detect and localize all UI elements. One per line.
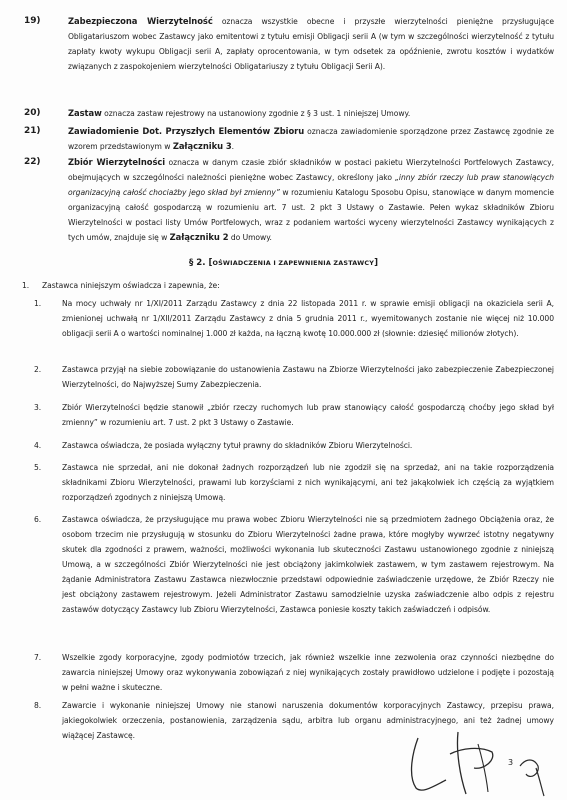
definition-term: Zawiadomienie Dot. Przyszłych Elementów Zbioru (68, 126, 305, 136)
definition-term: Zastaw (68, 108, 102, 118)
definition-text-end: do Umowy. (228, 233, 272, 242)
list-item-number: 8. (34, 701, 42, 710)
list-item-text: Zastawca nie sprzedał, ani nie dokonał żadnych rozporządzeń lub nie zgodził się na sprzedaż, ani na takie rozporządzenia składnikami Zbioru Wierzytelności, prawami lub korzyściami z nich wynikającymi, ani też jakąkolwiek ich częścią za wyjątkiem rozporządzeń zgodnych z niniejszą Umową. (62, 463, 554, 502)
attachment-reference: Załączniku 2 (169, 232, 229, 242)
section-heading (0, 258, 567, 268)
list-item (34, 296, 554, 341)
definition-text: oznacza wszystkie obecne i przyszłe wierzytelności pieniężne przysługujące Obligatariuszom wobec Zastawcy jako emitentowi z tytułu emisji Obligacji serii A (w tym w szczególności wierzytelność z tytułu zapłaty kwoty wykupu Obligacji serii A, zapłaty oprocentowania, w tym odsetek za opóźnienie, zwrotu kosztów i wydatków związanych z zaspokojeniem wierzytelności Obligatariuszy z tytułu Obligacji Serii A). (68, 17, 554, 71)
list-item-number: 1. (34, 299, 42, 308)
list-item (34, 400, 554, 430)
list-item-text: Zawarcie i wykonanie niniejszej Umowy nie stanowi naruszenia dokumentów korporacyjnych Zastawcy, przepisu prawa, jakiegokolwiek orzeczenia, postanowienia, zarządzenia sądu, arbitra lub organu administracyjnego, ani też żadnej umowy wiążącej Zastawcę. (62, 701, 554, 740)
definition-number: 20) (24, 108, 41, 118)
definition-term: Zabezpieczona Wierzytelność (68, 16, 213, 26)
section-bracket-open: [ (208, 258, 213, 268)
list-item-number: 6. (34, 515, 42, 524)
list-item-text: Wszelkie zgody korporacyjne, zgody podmiotów trzecich, jak również wszelkie inne zezwolenia oraz czynności niezbędne do zawarcia niniejszej Umowy oraz wykonywania zobowiązań z niej wynikających zostały prawidłowo udzielone i podjęte i pozostają w pełni ważne i skuteczne. (62, 653, 554, 692)
definition-22 (24, 155, 554, 245)
list-item (34, 362, 554, 392)
definition-text: oznacza w danym czasie zbiór składników w postaci pakietu Wierzytelności Portfelowych Zastawcy, obejmujących w szczególności należności pieniężne wobec Zastawcy, określony jako (68, 158, 554, 182)
definition-21 (24, 124, 554, 154)
signature-image (400, 724, 560, 798)
list-item-number: 7. (34, 653, 42, 662)
definition-20 (24, 106, 554, 121)
list-item-text: Na mocy uchwały nr 1/XI/2011 Zarządu Zastawcy z dnia 22 listopada 2011 r. w sprawie emisji obligacji na okaziciela serii A, zmienionej uchwałą nr 1/XII/2011 Zarządu Zastawcy z dnia 5 grudnia 2011 r., wyemitowanych zostanie nie więcej niż 10.000 obligacji serii A o wartości nominalnej 1.000 zł każda, na łączną kwotę 10.000.000 zł (słownie: dziesięć milionów złotych). (62, 299, 554, 338)
definition-text-middle: w rozumieniu Katalogu Sposobu Opisu, stanowiące w danym momencie organizacyjną całość gospodarczą w rozumieniu art. 7 ust. 2 pkt 3 Ustawy o Zastawie. Pełen wykaz składników Zbioru Wierzytelności w postaci listy Umów Portfelowych, wraz z podaniem wartości wyceny wierzytelności Zastawcy wynikających z tych umów, znajduje się w (68, 188, 554, 242)
list-item-text: Zastawca oświadcza, że przysługujące mu prawa wobec Zbioru Wierzytelności nie są przedmiotem żadnego Obciążenia oraz, że osobom trzecim nie przysługują w stosunku do Zbioru Wierzytelności żadne prawa, które mogłyby wywrzeć istotny negatywny skutek dla zgodności z prawem, ważności, możliwości wykonania lub skuteczności Zastawu ustanowionego zgodnie z niniejszą Umową, a w szczególności Zbiór Wierzytelności nie jest obciążony jakimkolwiek zastawem, w tym zastawem rejestrowym. Na żądanie Administratora Zastawu Zastawca niezwłocznie przedstawi odpowiednie zaświadczenie urzędowe, że Zbiór Rzeczy nie jest obciążony zastawem rejestrowym. Jeżeli Administrator Zastawu samodzielnie uzyska zaświadczenie albo odpis z rejestru zastawów dotyczący Zastawcy lub Zbioru Wierzytelności, Zastawca poniesie koszty takich zaświadczeń i odpisów. (62, 515, 554, 614)
definition-19 (24, 14, 554, 74)
definition-quote: „inny zbiór rzeczy lub praw stanowiących organizacyjną całość chociażby jego skład był zmienny” (68, 173, 554, 197)
list-item (34, 438, 554, 453)
section-bracket-close: ] (374, 258, 379, 268)
definition-number: 21) (24, 126, 41, 136)
list-item-text: Zastawca oświadcza, że posiada wyłączny tytuł prawny do składników Zbioru Wierzytelności. (62, 441, 413, 450)
section-title: OŚWIADCZENIA I ZAPEWNIENIA ZASTAWCY (212, 259, 375, 267)
definition-number: 19) (24, 16, 41, 26)
list-item (34, 512, 554, 617)
section-number: § 2. (188, 258, 206, 268)
page-number: 3 (508, 758, 514, 767)
list-item-number: 2. (34, 365, 42, 374)
definition-text-end: . (231, 142, 235, 151)
paragraph-text: Zastawca niniejszym oświadcza i zapewnia, że: (42, 281, 220, 290)
list-item-text: Zastawca przyjął na siebie zobowiązanie do ustanowienia Zastawu na Zbiorze Wierzytelności jako zabezpieczenie Zabezpieczonej Wierzytelności, do Najwyższej Sumy Zabezpieczenia. (62, 365, 554, 389)
list-item-number: 5. (34, 463, 42, 472)
list-item-text: Zbiór Wierzytelności będzie stanowił „zbiór rzeczy ruchomych lub praw stanowiący całość gospodarczą choćby jego skład był zmienny” w rozumieniu art. 7 ust. 2 pkt 3 Ustawy o Zastawie. (62, 403, 554, 427)
definition-number: 22) (24, 157, 41, 167)
list-item (34, 460, 554, 505)
definition-text: oznacza zastaw rejestrowy na ustanowiony zgodnie z § 3 ust. 1 niniejszej Umowy. (101, 109, 411, 118)
paragraph-number: 1. (22, 281, 30, 290)
list-item (34, 650, 554, 695)
list-item-number: 4. (34, 441, 42, 450)
attachment-reference: Załączniku 3 (172, 141, 232, 151)
definition-term: Zbiór Wierzytelności (68, 157, 166, 167)
list-item-number: 3. (34, 403, 42, 412)
definition-text: oznacza zawiadomienie sporządzone przez Zastawcę zgodnie ze wzorem przedstawionym w (68, 127, 554, 151)
